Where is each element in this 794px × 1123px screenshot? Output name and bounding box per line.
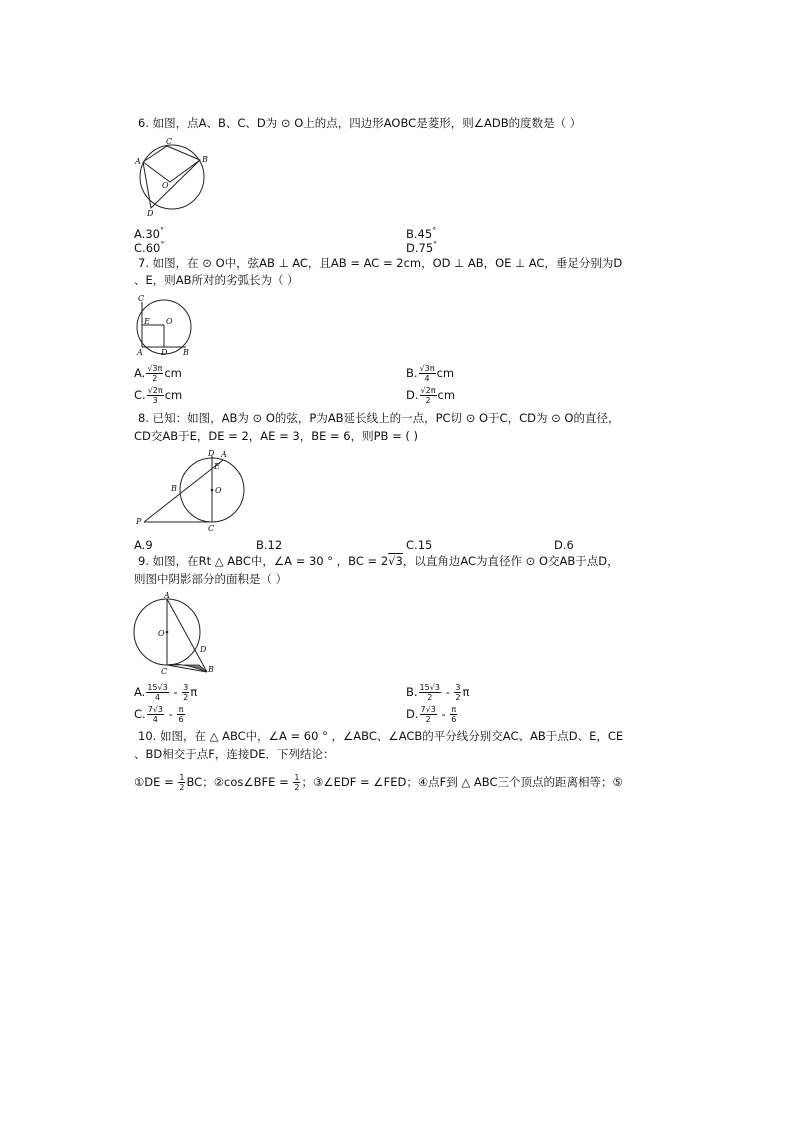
q9-label-c: C — [161, 667, 168, 674]
q8-option-b[interactable]: B.12 — [256, 538, 283, 552]
q8-label-o: O — [215, 486, 222, 495]
q6-label-b: B — [202, 155, 208, 164]
q10-stem-line2: 、BD相交于点F，连接DE．下列结论： — [134, 747, 335, 761]
q7-label-c: C — [138, 294, 145, 303]
q8-label-p: P — [136, 517, 142, 526]
q7-label-e: E — [144, 317, 150, 326]
q8-label-b: B — [171, 484, 177, 493]
q9-option-a[interactable]: A. $\frac{15√3}{4}$ - $\frac{3}{2}$ π — [134, 683, 198, 702]
q8-label-e: E — [214, 462, 220, 471]
q9-label-a: A — [164, 591, 170, 600]
q7-stem-line2: 、E，则AB所对的劣弧长为（ ） — [134, 273, 299, 287]
q8-option-c[interactable]: C.15 — [406, 538, 433, 552]
q6-label-c: C — [166, 137, 173, 146]
q8-stem-line2: CD交AB于E，DE = 2，AE = 3，BE = 6，则PB = ( ) — [134, 429, 419, 443]
q6-option-a[interactable]: A.30° — [134, 226, 164, 241]
q8-stem-line1: 8. 已知：如图，AB为 ⊙ O的弦，P为AB延长线上的一点，PC切 ⊙ O于C，CD为 ⊙ O的直径， — [138, 411, 620, 425]
q7-label-a: A — [137, 348, 143, 357]
q6-stem: 6. 如图，点A、B、C、D为 ⊙ O上的点，四边形AOBC是菱形，则∠ADB的度数是（ ） — [138, 116, 582, 130]
q7-option-a[interactable]: A. $\frac{√3\pi}{2}$ cm — [134, 364, 182, 383]
q6-label-o: O — [162, 181, 169, 190]
q6-option-c[interactable]: C.60° — [134, 240, 165, 255]
q9-figure — [132, 590, 222, 674]
q7-figure — [134, 292, 198, 358]
q6-label-a: A — [135, 157, 141, 166]
q8-option-a[interactable]: A.9 — [134, 538, 153, 552]
q7-label-b: B — [183, 348, 189, 357]
q6-option-d[interactable]: D.75° — [406, 240, 438, 255]
q7-option-b[interactable]: B. $\frac{√3\pi}{4}$ cm — [406, 364, 455, 383]
q10-stem-line1: 10. 如图，在 △ ABC中，∠A = 60 ° ，∠ABC、∠ACB的平分线分别交AC、AB于点D、E，CE — [138, 729, 624, 743]
q9-option-c[interactable]: C. $\frac{7√3}{4}$ - $\frac{\pi}{6}$ — [134, 705, 184, 724]
q7-option-d[interactable]: D. $\frac{√2\pi}{2}$ cm — [406, 386, 456, 405]
q7-label-d: D — [161, 348, 168, 357]
q8-label-d: D — [208, 449, 215, 458]
q9-stem-line1: 9. 如图，在Rt △ ABC中，∠A = 30 ° ，BC = 2√3，以直角边AC为直径作 ⊙ O交AB于点D， — [138, 554, 619, 568]
q7-label-o: O — [166, 317, 173, 326]
q7-option-c[interactable]: C. $\frac{√2\pi}{3}$ cm — [134, 386, 183, 405]
q8-figure — [132, 448, 248, 534]
q6-figure — [134, 136, 218, 218]
q9-label-b: B — [208, 665, 214, 674]
q7-stem-line1: 7. 如图，在 ⊙ O中，弦AB ⊥ AC，且AB = AC = 2cm，OD ⊥ AB，OE ⊥ AC，垂足分别为D — [138, 256, 623, 270]
q8-option-d[interactable]: D.6 — [554, 538, 574, 552]
q9-stem-line2: 则图中阴影部分的面积是（ ） — [134, 572, 288, 586]
q9-option-d[interactable]: D. $\frac{7√3}{2}$ - $\frac{\pi}{6}$ — [406, 705, 457, 724]
q9-label-d: D — [200, 645, 207, 654]
q9-label-o: O — [158, 629, 165, 638]
q6-label-d: D — [147, 209, 154, 218]
q10-conclusions: ①DE = $\frac{1}{2}$ BC；②cos∠BFE = $\frac{1}{2}$ ；③∠EDF = ∠FED；④点F到 △ ABC三个顶点的距离相等；⑤ — [134, 773, 623, 792]
q8-label-a: A — [221, 450, 227, 459]
q9-option-b[interactable]: B. $\frac{15√3}{2}$ - $\frac{3}{2}$ π — [406, 683, 470, 702]
q8-label-c: C — [208, 524, 215, 533]
q6-option-b[interactable]: B.45° — [406, 226, 437, 241]
